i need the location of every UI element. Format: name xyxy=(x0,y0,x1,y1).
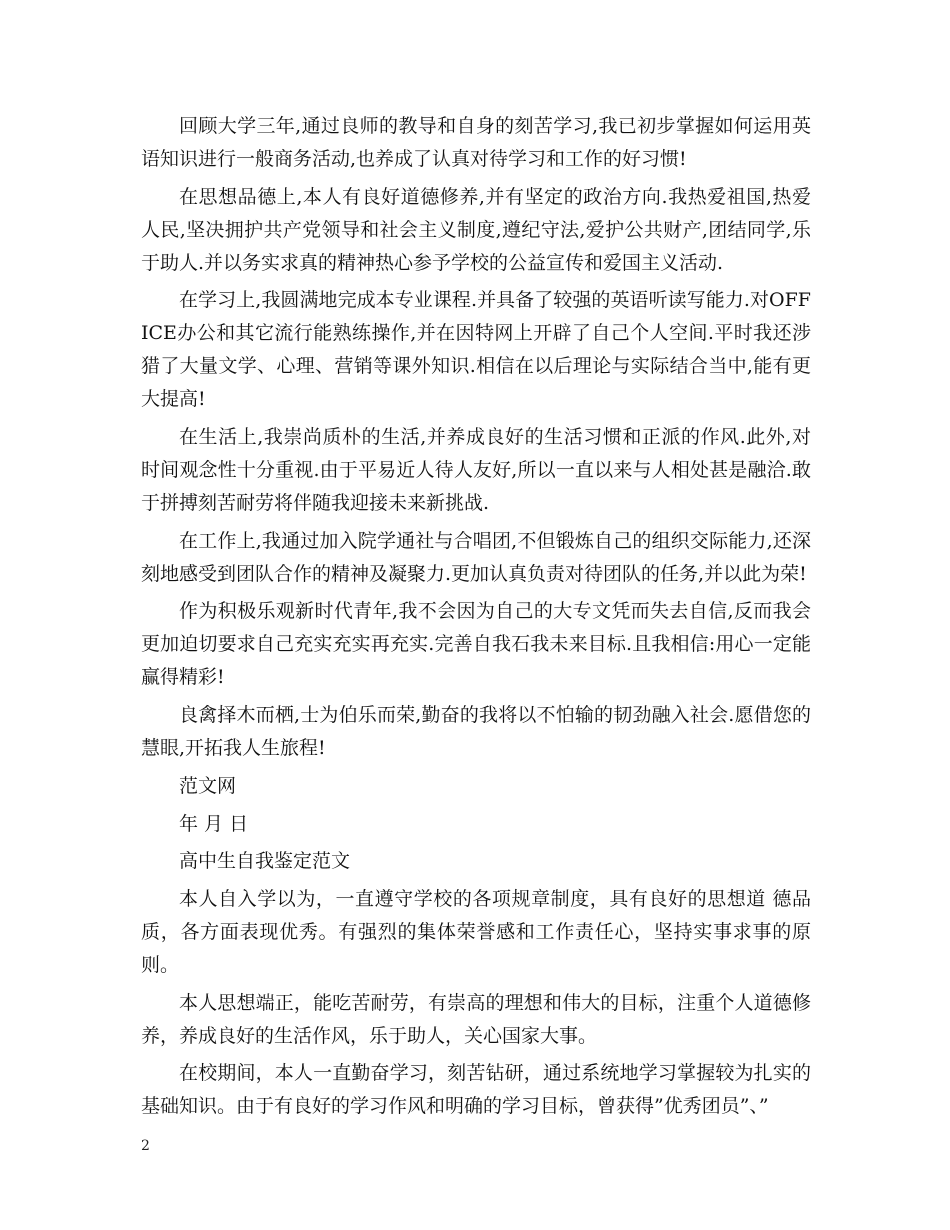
paragraph-study: 在学习上,我圆满地完成本专业课程.并具备了较强的英语听读写能力.对OFFICE办公和其它流行能熟练操作,并在因特网上开辟了自己个人空间.平时我还涉猎了大量文学、心理、营销等课外知识.相信在以后理论与实际结合当中,能有更大提高! xyxy=(141,289,811,411)
paragraph-work: 在工作上,我通过加入院学通社与合唱团,不但锻炼自己的组织交际能力,还深刻地感受到团队合作的精神及凝聚力.更加认真负责对待团队的任务,并以此为荣! xyxy=(141,529,811,585)
document-body xyxy=(141,110,811,1128)
paragraph-life: 在生活上,我崇尚质朴的生活,并养成良好的生活习惯和正派的作风.此外,对时间观念性十分重视.由于平易近人待人友好,所以一直以来与人相处甚是融洽.敢于拼搏刻苦耐劳将伴随我迎接未来新挑战. xyxy=(141,426,811,515)
paragraph-character: 本人思想端正，能吃苦耐劳，有崇高的理想和伟大的目标，注重个人道德修养，养成良好的生活作风，乐于助人，关心国家大事。 xyxy=(141,991,811,1047)
paragraph-morality: 在思想品德上,本人有良好道德修养,并有坚定的政治方向.我热爱祖国,热爱人民,坚决拥护共产党领导和社会主义制度,遵纪守法,爱护公共财产,团结同学,乐于助人.并以务实求真的精神热心参予学校的公益宣传和爱国主义活动. xyxy=(141,185,811,274)
paragraph-outlook: 作为积极乐观新时代青年,我不会因为自己的大专文凭而失去自信,反而我会更加迫切要求自己充实充实再充实.完善自我石我未来目标.且我相信:用心一定能赢得精彩! xyxy=(141,600,811,689)
paragraph-discipline: 本人自入学以为，一直遵守学校的各项规章制度，具有良好的思想道 德品质，各方面表现优秀。有强烈的集体荣誉感和工作责任心，坚持实事求事的原则。 xyxy=(141,887,811,976)
page-number: 2 xyxy=(141,1138,150,1154)
source-label: 范文网 xyxy=(179,774,237,797)
section-heading: 高中生自我鉴定范文 xyxy=(179,850,351,873)
paragraph-review: 回顾大学三年,通过良师的教导和自身的刻苦学习,我已初步掌握如何运用英语知识进行一般商务活动,也养成了认真对待学习和工作的好习惯! xyxy=(141,115,811,170)
paragraph-school-study: 在校期间，本人一直勤奋学习，刻苦钻研，通过系统地学习掌握较为扎实的基础知识。由于有良好的学习作风和明确的学习目标，曾获得”优秀团员”、” xyxy=(141,1062,811,1118)
date-line: 年 月 日 xyxy=(179,812,249,835)
paragraph-closing: 良禽择木而栖,士为伯乐而荣,勤奋的我将以不怕输的韧劲融入社会.愿借您的慧眼,开拓我人生旅程! xyxy=(141,704,811,760)
